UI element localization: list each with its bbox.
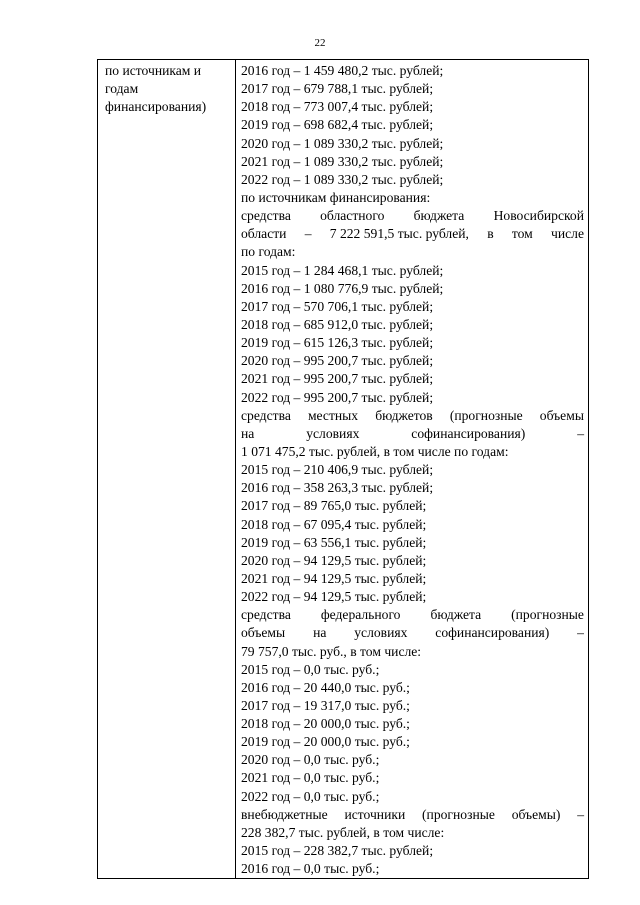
left-label-line: финансирования) [105, 99, 207, 115]
text-word: средства [241, 607, 291, 623]
text-word: 7 222 591,5 тыс. рублей, [329, 226, 469, 242]
text-line: 2015 год – 228 382,7 тыс. рублей; [241, 843, 434, 859]
text-line: 2020 год – 1 089 330,2 тыс. рублей; [241, 135, 444, 151]
text-line: 2016 год – 1 080 776,9 тыс. рублей; [241, 280, 444, 296]
text-word: Новосибирской [493, 208, 584, 224]
text-word: (прогнозные [422, 806, 495, 822]
text-line: 2016 год – 0,0 тыс. руб.; [241, 861, 380, 877]
text-line: 2021 год – 94 129,5 тыс. рублей; [241, 570, 427, 586]
text-line: 79 757,0 тыс. руб., в том числе: [241, 643, 422, 659]
left-label-line: годам [105, 81, 139, 97]
text-word: внебюджетные [241, 806, 328, 822]
text-word: на [241, 425, 255, 441]
text-word: областного [320, 208, 385, 224]
left-cell-text [98, 60, 235, 116]
justified-text-line [241, 407, 584, 425]
text-line: 2022 год – 0,0 тыс. руб.; [241, 788, 380, 804]
text-line: 2018 год – 773 007,4 тыс. рублей; [241, 99, 434, 115]
text-word: средства [241, 407, 291, 423]
text-line: 2021 год – 995 200,7 тыс. рублей; [241, 371, 434, 387]
justified-text-line [241, 624, 584, 642]
justified-text-line [241, 606, 584, 624]
text-line: 2020 год – 94 129,5 тыс. рублей; [241, 552, 427, 568]
text-line: 2022 год – 94 129,5 тыс. рублей; [241, 589, 427, 605]
text-word: на [313, 625, 327, 641]
justified-text-line [241, 425, 584, 443]
text-word: средства [241, 208, 291, 224]
text-line: 2020 год – 0,0 тыс. руб.; [241, 752, 380, 768]
text-word: софинансирования) [411, 425, 526, 441]
left-cell [98, 60, 236, 879]
text-line: 2017 год – 570 706,1 тыс. рублей; [241, 298, 434, 314]
text-word: источники [344, 806, 406, 822]
text-line: 228 382,7 тыс. рублей, в том числе: [241, 824, 445, 840]
text-word: местных [307, 407, 359, 423]
text-line: 2019 год – 698 682,4 тыс. рублей; [241, 117, 434, 133]
text-line: 2019 год – 615 126,3 тыс. рублей; [241, 335, 434, 351]
page-number: 22 [314, 37, 326, 49]
text-word: условиях [306, 425, 360, 441]
text-word: – [577, 625, 584, 641]
text-word: объемы [539, 407, 584, 423]
text-word: объемы [241, 625, 286, 641]
text-line: 2020 год – 995 200,7 тыс. рублей; [241, 353, 434, 369]
justified-text-line [241, 806, 584, 824]
text-line: 2018 год – 20 000,0 тыс. руб.; [241, 716, 410, 732]
text-line: 2017 год – 679 788,1 тыс. рублей; [241, 81, 434, 97]
text-line: 2016 год – 1 459 480,2 тыс. рублей; [241, 63, 444, 78]
text-line: 2019 год – 63 556,1 тыс. рублей; [241, 534, 427, 550]
justified-text-line [241, 225, 584, 243]
text-line: 2016 год – 20 440,0 тыс. руб.; [241, 679, 410, 695]
text-line: 2022 год – 1 089 330,2 тыс. рублей; [241, 171, 444, 187]
text-word: условиях [354, 625, 408, 641]
text-line: 2015 год – 0,0 тыс. руб.; [241, 661, 380, 677]
text-word: (прогнозные [511, 607, 584, 623]
text-line: 2019 год – 20 000,0 тыс. руб.; [241, 734, 410, 750]
text-word: бюджетов [375, 407, 433, 423]
text-line: 2016 год – 358 263,3 тыс. рублей; [241, 480, 434, 496]
table-row [98, 60, 589, 879]
justified-text-line [241, 207, 584, 225]
text-line: 2017 год – 89 765,0 тыс. рублей; [241, 498, 427, 514]
text-word: том [511, 226, 533, 242]
text-word: – [304, 226, 312, 242]
right-cell [236, 60, 589, 879]
text-line: по источникам финансирования: [241, 189, 431, 205]
text-line: 2021 год – 0,0 тыс. руб.; [241, 770, 380, 786]
text-line: 2022 год – 995 200,7 тыс. рублей; [241, 389, 434, 405]
text-word: бюджета [430, 607, 482, 623]
text-word: (прогнозные [449, 407, 523, 423]
text-word: числе [551, 226, 584, 242]
financing-table [97, 59, 589, 879]
text-word: бюджета [413, 208, 465, 224]
text-word: федерального [320, 607, 401, 623]
text-line: 2015 год – 210 406,9 тыс. рублей; [241, 462, 434, 478]
text-line: 2015 год – 1 284 468,1 тыс. рублей; [241, 262, 444, 278]
text-line: 2021 год – 1 089 330,2 тыс. рублей; [241, 153, 444, 169]
text-line: по годам: [241, 244, 296, 260]
text-word: в [487, 226, 494, 242]
text-line: 1 071 475,2 тыс. рублей, в том числе по годам: [241, 443, 509, 459]
text-word: – [577, 425, 584, 441]
text-line: 2018 год – 67 095,4 тыс. рублей; [241, 516, 427, 532]
text-line: 2018 год – 685 912,0 тыс. рублей; [241, 316, 434, 332]
left-label-line: по источникам и [105, 63, 202, 78]
text-word: области [241, 226, 287, 242]
text-word: объемы) [511, 806, 561, 822]
text-word: – [577, 806, 584, 822]
text-line: 2017 год – 19 317,0 тыс. руб.; [241, 697, 410, 713]
right-cell-text [236, 60, 588, 878]
text-word: софинансирования) [435, 625, 550, 641]
